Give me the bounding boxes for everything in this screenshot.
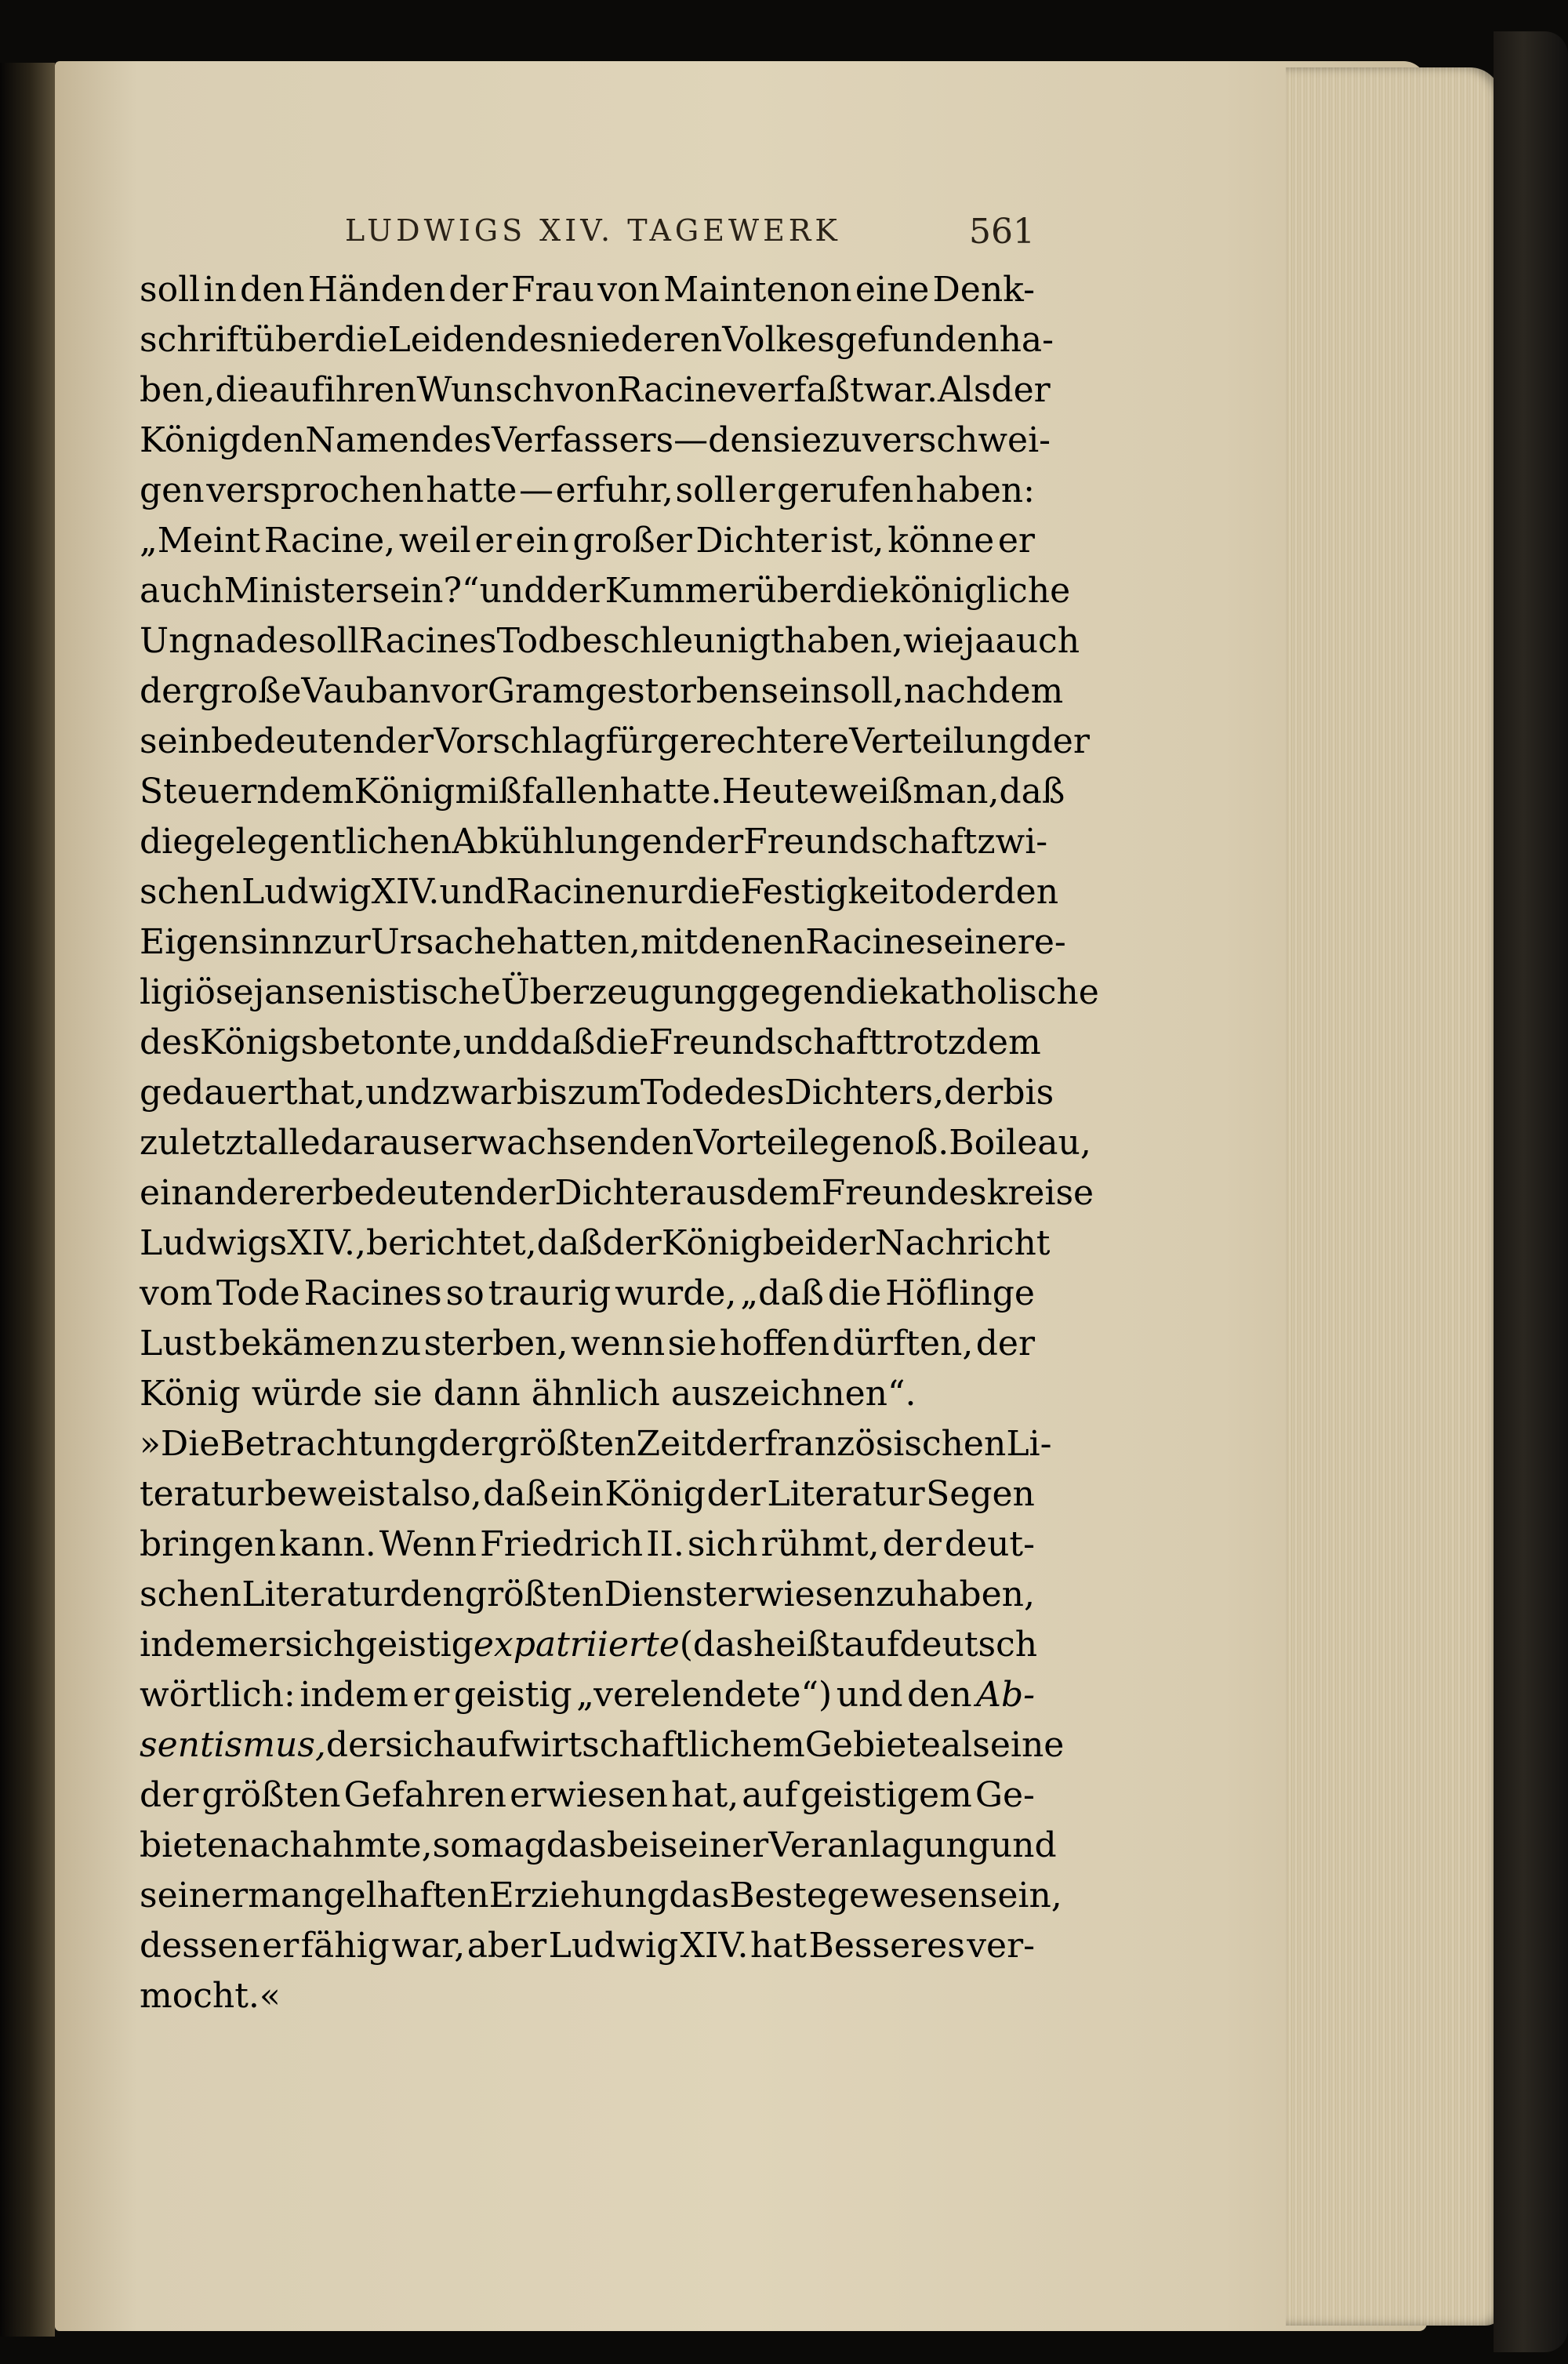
text-line: gedauert hat, und zwar bis zum Tode des Dichters, der bis bbox=[140, 1073, 1054, 1113]
text-line: Steuern dem König mißfallen hatte. Heute weiß man, daß bbox=[140, 772, 1065, 812]
text-line: des Königs betonte, und daß die Freundschaft trotzdem bbox=[140, 1022, 1041, 1062]
text-line: mocht.« bbox=[140, 1976, 281, 2016]
text-line: Ungnade soll Racines Tod beschleunigt haben, wie ja auch bbox=[140, 621, 1080, 661]
text-line: König würde sie dann ähnlich auszeichnen“. bbox=[140, 1374, 916, 1414]
text-line: soll in den Händen der Frau von Maintenon eine Denk- bbox=[140, 270, 1035, 310]
text-line: indem er sich geistig expatriierte (das heißt auf deutsch bbox=[140, 1625, 1038, 1665]
text-line: ein anderer bedeutender Dichter aus dem Freundeskreise bbox=[140, 1173, 1094, 1213]
text-line: sentismus, der sich auf wirtschaftlichem Gebiete als eine bbox=[140, 1725, 1065, 1765]
body-text bbox=[140, 265, 1099, 2021]
text-line: zuletzt alle daraus erwachsenden Vorteile genoß. Boileau, bbox=[140, 1123, 1091, 1163]
text-line: wörtlich: indem er geistig „verelendete“) und den Ab- bbox=[140, 1675, 1035, 1715]
book-cover-edge bbox=[1494, 31, 1568, 2352]
text-line: ben, die auf ihren Wunsch von Racine verfaßt war. Als der bbox=[140, 370, 1051, 410]
text-line: auch Minister sein?“ und der Kummer über die königliche bbox=[140, 571, 1071, 611]
text-line: der größten Gefahren erwiesen hat, auf geistigem Ge- bbox=[140, 1775, 1035, 1815]
text-line: ligiöse jansenistische Überzeugung gegen die katholische bbox=[140, 972, 1099, 1012]
text-line: gen versprochen hatte — erfuhr, soll er gerufen haben: bbox=[140, 470, 1035, 510]
text-line: teratur beweist also, daß ein König der Literatur Segen bbox=[140, 1474, 1035, 1514]
text-line: dessen er fähig war, aber Ludwig XIV. hat Besseres ver- bbox=[140, 1926, 1035, 1966]
page-number: 561 bbox=[969, 212, 1035, 252]
text-line: biete nachahmte, so mag das bei seiner Veranlagung und bbox=[140, 1825, 1057, 1865]
text-line: sein bedeutender Vorschlag für gerechtere Verteilung der bbox=[140, 721, 1090, 761]
text-line: Eigensinn zur Ursache hatten, mit denen Racine seine re- bbox=[140, 922, 1066, 962]
text-line: schen Literatur den größten Dienst erwiesen zu haben, bbox=[140, 1574, 1035, 1614]
page-header bbox=[140, 213, 1035, 260]
text-line: bringen kann. Wenn Friedrich II. sich rühmt, der deut- bbox=[140, 1524, 1035, 1564]
text-line: Ludwigs XIV., berichtet, daß der König bei der Nachricht bbox=[140, 1223, 1051, 1263]
text-line: »Die Betrachtung der größten Zeit der französischen Li- bbox=[140, 1424, 1052, 1464]
text-line: der große Vauban vor Gram gestorben sein soll, nachdem bbox=[140, 671, 1064, 711]
text-line: schen Ludwig XIV. und Racine nur die Festigkeit oder den bbox=[140, 872, 1059, 912]
text-line: seiner mangelhaften Erziehung das Beste gewesen sein, bbox=[140, 1876, 1062, 1916]
previous-page-edge bbox=[0, 63, 55, 2337]
running-head: LUDWIGS XIV. TAGEWERK bbox=[345, 213, 841, 248]
text-line: die gelegentlichen Abkühlungen der Freundschaft zwi- bbox=[140, 822, 1048, 862]
text-line: „Meint Racine, weil er ein großer Dichter ist, könne er bbox=[140, 521, 1035, 561]
text-line: schrift über die Leiden des niederen Volkes gefunden ha- bbox=[140, 320, 1054, 360]
text-line: König den Namen des Verfassers — den sie zu verschwei- bbox=[140, 420, 1051, 460]
page-stack-edge bbox=[1286, 67, 1501, 2326]
text-line: vom Tode Racines so traurig wurde, „daß die Höflinge bbox=[140, 1273, 1035, 1313]
text-line: Lust bekämen zu sterben, wenn sie hoffen dürften, der bbox=[140, 1324, 1035, 1364]
